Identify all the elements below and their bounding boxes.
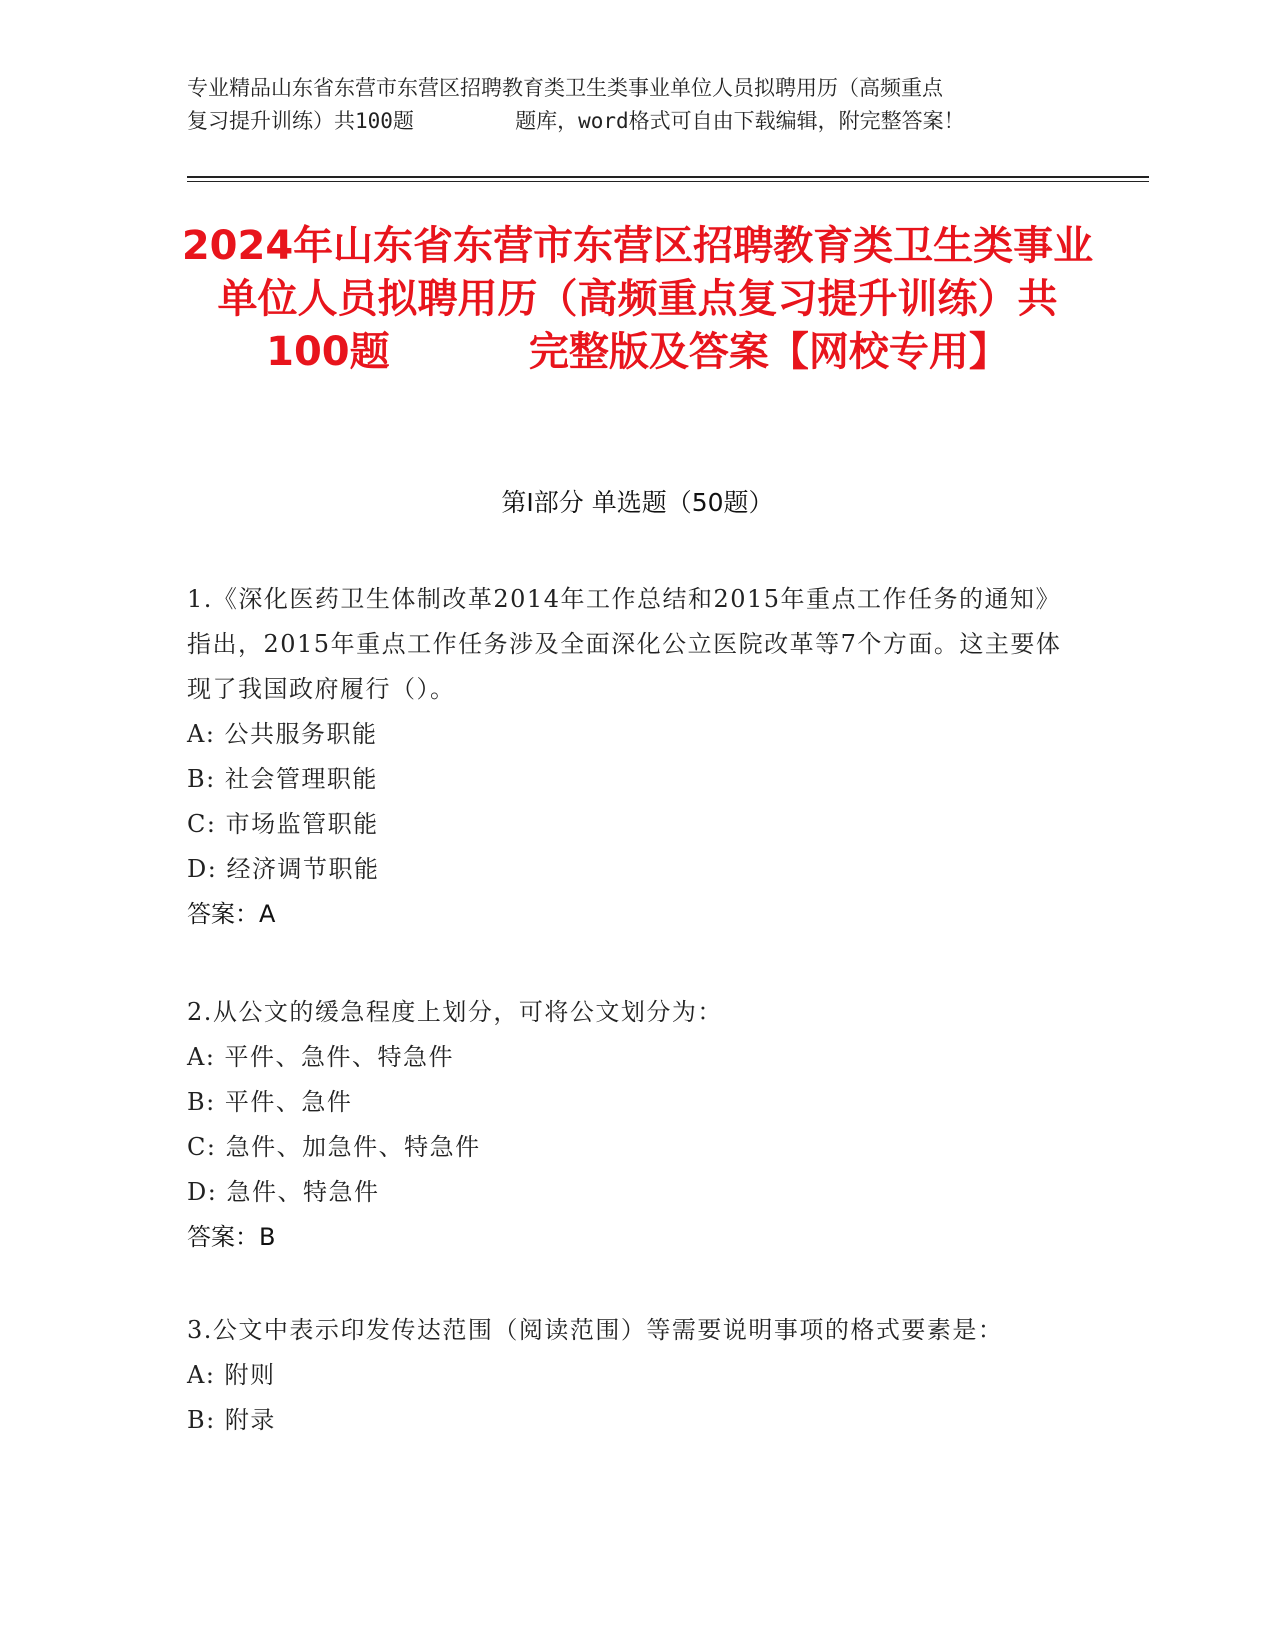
page-header xyxy=(187,72,1087,138)
option-a: A: 附则 xyxy=(187,1361,276,1389)
header-rule-thick xyxy=(187,176,1149,178)
question-stem: 2.从公文的缓急程度上划分，可将公文划分为： xyxy=(187,998,723,1026)
question-stem: 1.《深化医药卫生体制改革2014年工作总结和2015年重点工作任务的通知》指出，2015年重点工作任务涉及全面深化公立医院改革等7个方面。这主要体现了我国政府履行（）。 xyxy=(187,585,1062,703)
option-a: A: 公共服务职能 xyxy=(187,720,378,748)
answer: 答案：B xyxy=(187,1223,276,1251)
question-2 xyxy=(187,990,1067,1260)
option-c: C: 急件、加急件、特急件 xyxy=(187,1133,481,1161)
document-title: 2024年山东省东营市东营区招聘教育类卫生类事业单位人员拟聘用历（高频重点复习提升训练）共100题 完整版及答案【网校专用】 xyxy=(181,223,1094,375)
question-stem: 3.公文中表示印发传达范围（阅读范围）等需要说明事项的格式要素是： xyxy=(187,1316,1004,1344)
question-3 xyxy=(187,1308,1067,1443)
header-line-1: 专业精品山东省东营市东营区招聘教育类卫生类事业单位人员拟聘用历（高频重点 xyxy=(187,76,943,100)
option-a: A: 平件、急件、特急件 xyxy=(187,1043,455,1071)
option-b: B: 附录 xyxy=(187,1406,276,1434)
question-1 xyxy=(187,577,1067,937)
section-title: 第Ⅰ部分 单选题（50题） xyxy=(501,488,774,517)
option-d: D: 经济调节职能 xyxy=(187,855,380,883)
option-b: B: 社会管理职能 xyxy=(187,765,378,793)
option-c: C: 市场监管职能 xyxy=(187,810,379,838)
header-line-2: 复习提升训练）共100题 题库，word格式可自由下载编辑，附完整答案！ xyxy=(187,109,965,133)
header-rule-thin xyxy=(187,181,1149,182)
option-b: B: 平件、急件 xyxy=(187,1088,353,1116)
option-d: D: 急件、特急件 xyxy=(187,1178,380,1206)
answer: 答案：A xyxy=(187,900,276,928)
